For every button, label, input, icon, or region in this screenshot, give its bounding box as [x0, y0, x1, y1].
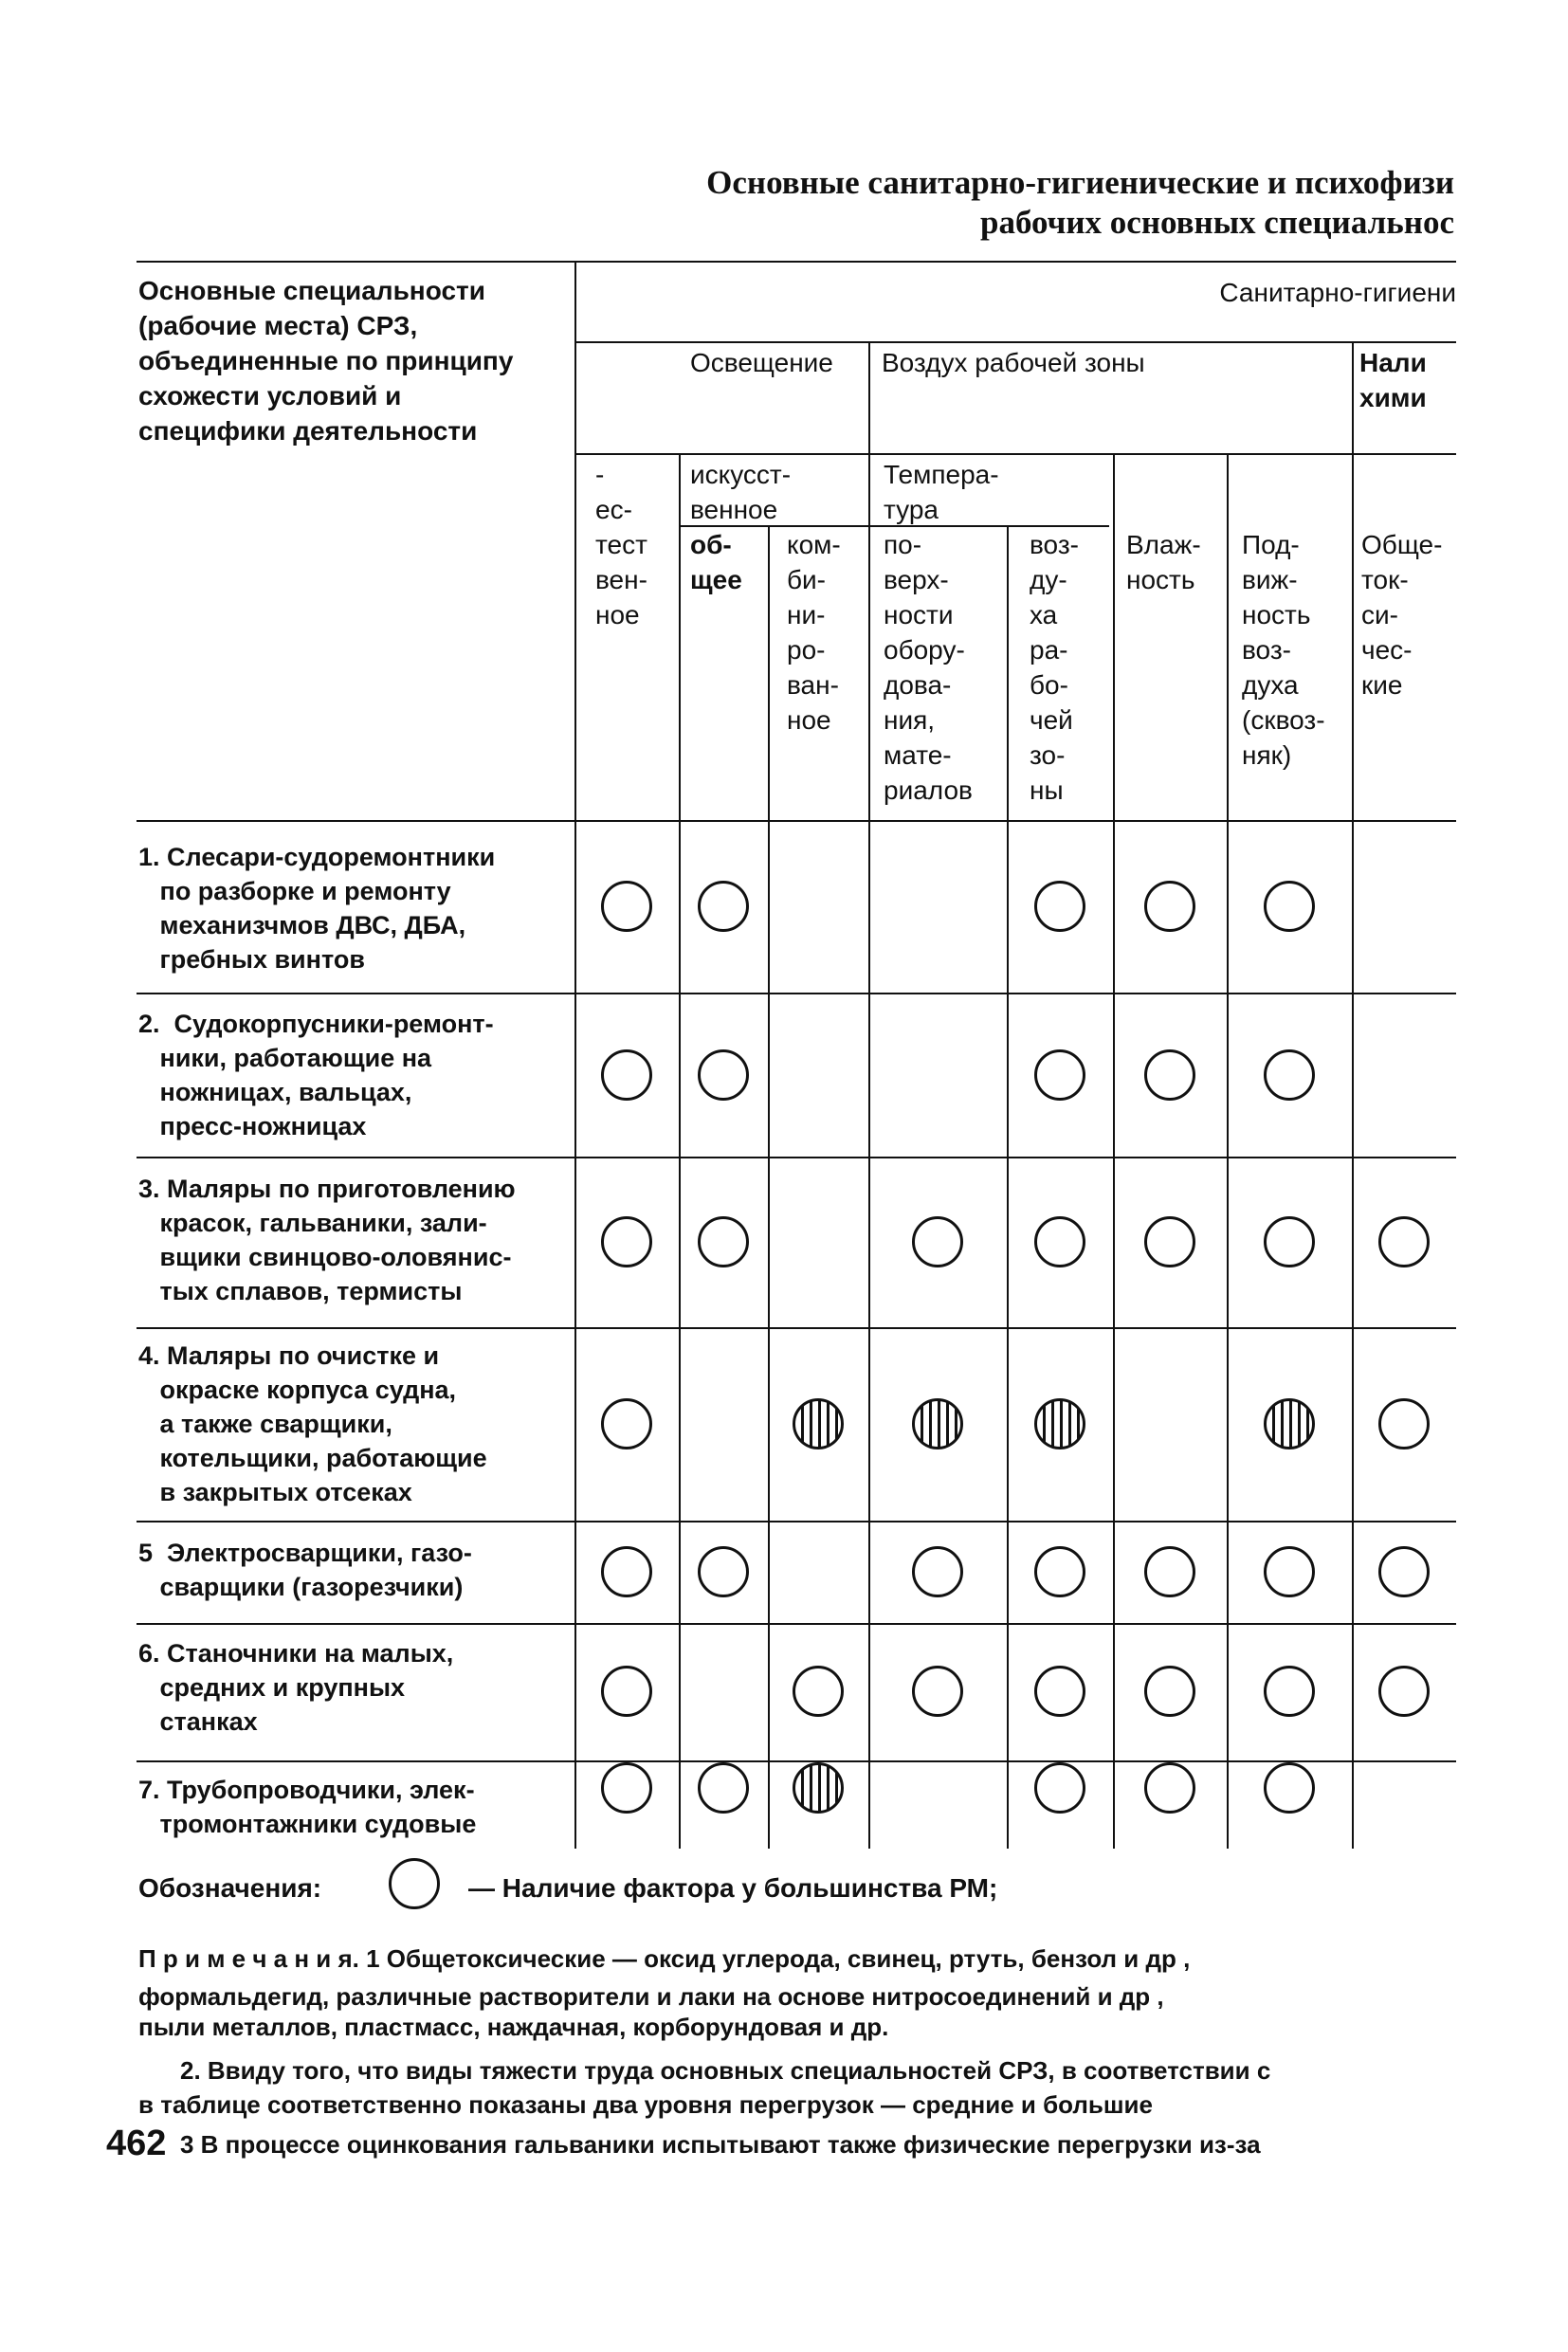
- circle-icon: [1144, 1666, 1195, 1717]
- header-combined: ком- би- ни- ро- ван- ное: [787, 530, 841, 735]
- page-number: 462: [106, 2124, 167, 2163]
- circle-icon: [1378, 1666, 1430, 1717]
- hatched-circle-icon: [793, 1762, 844, 1814]
- note-2-line-2: в таблице соответственно показаны два уровня перегрузок — средние и большие: [138, 2090, 1153, 2119]
- circle-icon: [601, 1216, 652, 1267]
- header-general: об- щее: [690, 530, 742, 594]
- circle-icon: [1034, 1546, 1085, 1597]
- hatched-circle-icon: [1264, 1398, 1315, 1449]
- circle-icon: [698, 1049, 749, 1101]
- row-label-4: 4. Маляры по очистке и окраске корпуса судна, а также сварщики, котельщики, работающие в закрытых отсеках: [138, 1341, 487, 1506]
- circle-icon: [601, 1049, 652, 1101]
- circle-icon: [1264, 1216, 1315, 1267]
- note-1-line-3: пыли металлов, пластмасс, наждачная, корборундовая и др.: [138, 2013, 889, 2041]
- page-title-line1: Основные санитарно-гигиенические и психофизи: [706, 164, 1454, 201]
- header-air-temp: воз- ду- ха ра- бо- чей зо- ны: [1030, 530, 1079, 805]
- row-label-1: 1. Слесари-судоремонтники по разборке и ремонту механизчмов ДВС, ДБА, гребных винтов: [138, 843, 496, 974]
- header-air: Воздух рабочей зоны: [882, 348, 1145, 377]
- circle-icon: [601, 1666, 652, 1717]
- circle-icon: [1378, 1398, 1430, 1449]
- circle-icon: [1264, 1546, 1315, 1597]
- hatched-circle-icon: [1034, 1398, 1085, 1449]
- legend-label: Обозначения:: [138, 1873, 322, 1903]
- circle-icon: [1144, 881, 1195, 932]
- header-sanitary: Санитарно-гигиени: [1219, 278, 1456, 307]
- header-lighting: Освещение: [690, 348, 833, 377]
- note-1-line-2: формальдегид, различные растворители и лаки на основе нитросоединений и др ,: [138, 1982, 1164, 2011]
- legend-text: — Наличие фактора у большинства РМ;: [468, 1873, 998, 1903]
- circle-icon: [1034, 1049, 1085, 1101]
- circle-icon: [912, 1216, 963, 1267]
- header-artificial: искусст- венное: [690, 460, 792, 524]
- circle-icon: [1264, 881, 1315, 932]
- header-natural: - ес- тест вен- ное: [595, 460, 647, 629]
- circle-icon: [1144, 1546, 1195, 1597]
- circle-icon: [912, 1546, 963, 1597]
- header-surface: по- верх- ности обору- дова- ния, мате- риалов: [884, 530, 973, 805]
- hatched-circle-icon: [912, 1398, 963, 1449]
- circle-icon: [793, 1666, 844, 1717]
- row-label-6: 6. Станочники на малых, средних и крупных станках: [138, 1639, 454, 1736]
- header-mobility: Под- виж- ность воз- духа (сквоз- няк): [1242, 530, 1325, 770]
- header-temperature: Темпера- тура: [884, 460, 999, 524]
- circle-icon: [1144, 1762, 1195, 1814]
- hatched-circle-icon: [793, 1398, 844, 1449]
- legend-circle-icon: [389, 1858, 440, 1909]
- circle-icon: [698, 1216, 749, 1267]
- circle-icon: [698, 1546, 749, 1597]
- row-label-2: 2. Судокорпусники-ремонт- ники, работающие на ножницах, вальцах, пресс-ножницах: [138, 1010, 494, 1140]
- circle-icon: [698, 881, 749, 932]
- page-title-line2: рабочих основных специальнос: [980, 204, 1454, 241]
- circle-icon: [601, 1762, 652, 1814]
- circle-icon: [1264, 1762, 1315, 1814]
- row-label-3: 3. Маляры по приготовлению красок, гальваники, зали- вщики свинцово-оловянис- тых сплавов, термисты: [138, 1175, 516, 1305]
- circle-icon: [698, 1762, 749, 1814]
- circle-icon: [1034, 881, 1085, 932]
- circle-icon: [601, 881, 652, 932]
- circle-icon: [1378, 1216, 1430, 1267]
- note-2-line-1: 2. Ввиду того, что виды тяжести труда основных специальностей СРЗ, в соответствии с: [180, 2056, 1271, 2085]
- circle-icon: [1378, 1546, 1430, 1597]
- note-3-line-1: 3 В процессе оцинкования гальваники испытывают также физические перегрузки из-за: [180, 2130, 1261, 2159]
- header-humidity: Влаж- ность: [1126, 530, 1201, 594]
- circle-icon: [1144, 1216, 1195, 1267]
- circle-icon: [1264, 1666, 1315, 1717]
- header-specialties: Основные специальности (рабочие места) СРЗ, объединенные по принципу схожести условий и специфики деятельности: [138, 276, 514, 446]
- circle-icon: [1144, 1049, 1195, 1101]
- circle-icon: [601, 1546, 652, 1597]
- circle-icon: [601, 1398, 652, 1449]
- header-toxic: Обще- ток- си- чес- кие: [1361, 530, 1443, 700]
- header-chem: Нали хими: [1359, 348, 1427, 412]
- note-1-line-1: П р и м е ч а н и я. 1 Общетоксические — оксид углерода, свинец, ртуть, бензол и др ,: [138, 1944, 1191, 1973]
- circle-icon: [1034, 1216, 1085, 1267]
- circle-icon: [1034, 1666, 1085, 1717]
- row-label-5: 5 Электросварщики, газо- сварщики (газорезчики): [138, 1539, 472, 1601]
- circle-icon: [1264, 1049, 1315, 1101]
- row-label-7: 7. Трубопроводчики, элек- тромонтажники судовые: [138, 1776, 477, 1838]
- circle-icon: [1034, 1762, 1085, 1814]
- circle-icon: [912, 1666, 963, 1717]
